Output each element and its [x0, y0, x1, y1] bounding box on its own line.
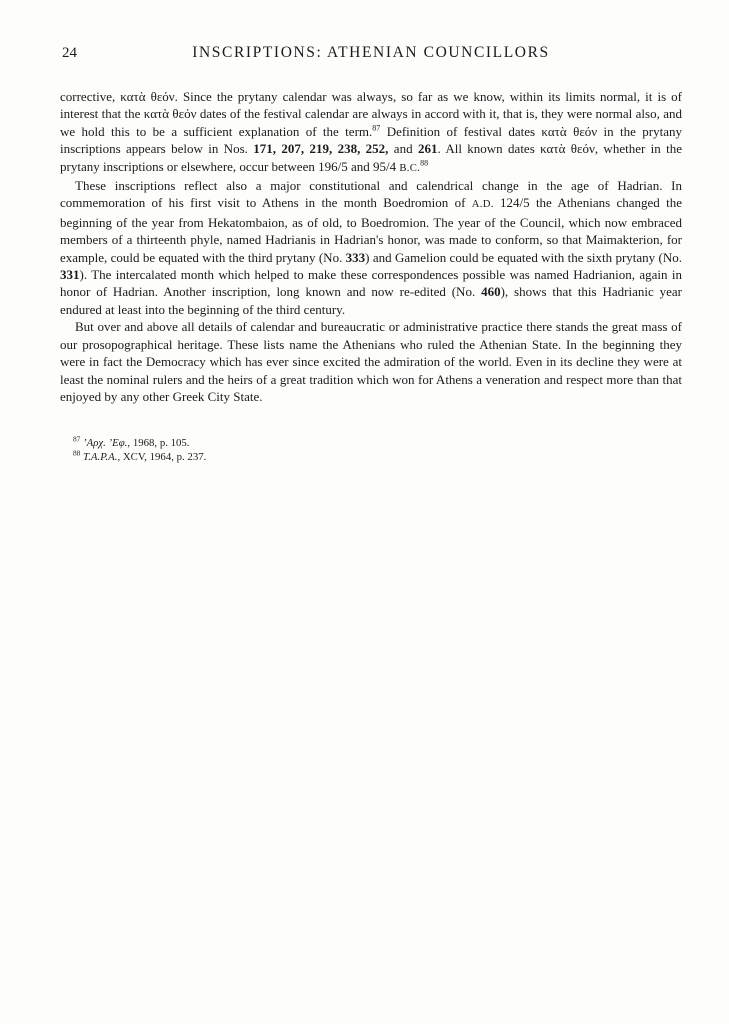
- text-run: 88: [420, 158, 429, 168]
- text-run: ’Αρχ. ’Εφ.: [83, 437, 128, 450]
- text-run: 331: [60, 267, 80, 283]
- footnotes: [60, 434, 682, 464]
- text-run: 87: [73, 434, 81, 444]
- text-run: , XCV, 1964, p. 237.: [117, 450, 207, 463]
- text-run: 124/5 the Athenians changed the beginning of the year from Hekatombaion, as of old, to Boedromion. The year of the Council, which now embraced members of a thirteenth phyle, named Hadrianis in Hadrian's honor, was made to conform, so that Maimakterion, for example, could be equated with the third prytany (No.: [60, 195, 682, 265]
- text-run: ) and Gamelion could be equated with the sixth prytany (No.: [365, 249, 682, 265]
- text-run: 460: [481, 284, 501, 300]
- text-run: B.C.: [399, 162, 421, 174]
- paragraph: [60, 88, 682, 177]
- page-number: 24: [62, 45, 77, 61]
- text-run: 171, 207, 219, 238, 252,: [253, 141, 389, 157]
- text-run: Definition of festival dates κατὰ θεόν in the prytany inscriptions appears below in Nos.: [60, 123, 682, 157]
- text-run: These inscriptions reflect also a major constitutional and calendrical change in the age of Hadrian. In commemoration of his first visit to Athens in the month Boedromion of: [60, 178, 682, 211]
- page-header: [60, 44, 682, 66]
- text-run: 88: [73, 448, 81, 458]
- paragraph: [60, 318, 682, 405]
- footnote: [60, 448, 682, 465]
- text-run: and: [388, 141, 418, 157]
- text-run: T.A.P.A.: [83, 450, 118, 463]
- text-run: 333: [345, 249, 366, 265]
- text-run: A.D.: [471, 199, 494, 211]
- text-run: corrective, κατὰ θεόν. Since the prytany calendar was always, so far as we know, within its limits normal, it is of interest that the κατὰ θεόν dates of the festival calendar are always in accord with it, that is, they were normal also, and we hold this to be a sufficient explanation of the term.: [60, 89, 682, 139]
- text-run: ). The intercalated month which helped to make these correspondences possible was named Hadrianion, again in honor of Hadrian. Another inscription, long known and now re-edited (No.: [60, 267, 682, 300]
- text-run: But over and above all details of calendar and bureaucratic or administrative practice there stands the great mass of our prosopographical heritage. These lists name the Athenians who ruled the Athenian State. In the beginning they were in fact the Democracy which has ever since excited the admiration of the world. Even in its decline they were at least the nominal rulers and the heirs of a great tradition which won for Athens a veneration and respect more than that enjoyed by any other Greek City State.: [60, 319, 682, 404]
- text-run: ), shows that this Hadrianic year endured at least into the beginning of the third century.: [60, 284, 682, 317]
- text-run: 87: [372, 123, 381, 133]
- paragraph: [60, 177, 682, 318]
- footnote: [60, 434, 682, 451]
- text-run: 261: [417, 141, 438, 157]
- page-title: INSCRIPTIONS: ATHENIAN COUNCILLORS: [192, 44, 550, 61]
- body-text: [60, 88, 682, 405]
- text-run: , 1968, p. 105.: [127, 437, 190, 450]
- text-run: . All known dates κατὰ θεόν, whether in the prytany inscriptions or elsewhere, occur between 196/5 and 95/4: [60, 141, 683, 174]
